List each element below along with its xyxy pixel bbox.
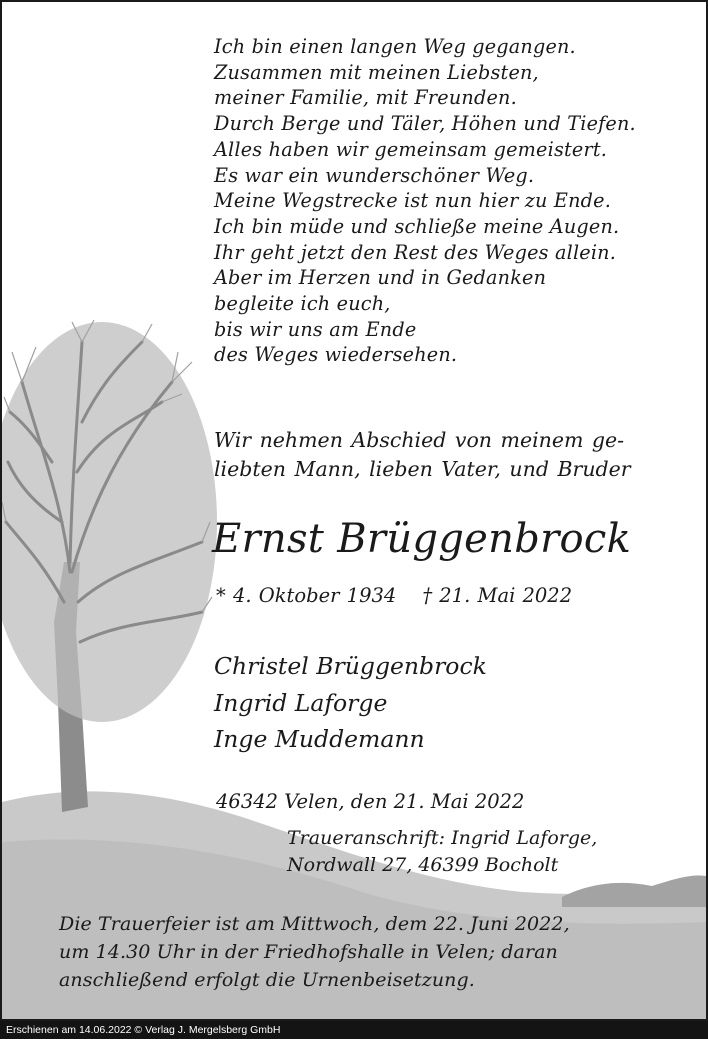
- poem-line: Ihr geht jetzt den Rest des Weges allein.: [214, 240, 617, 264]
- poem-line: bis wir uns am Ende: [214, 317, 417, 341]
- distant-hills: [562, 875, 706, 907]
- farewell-intro: [214, 426, 664, 484]
- mourners-list: [214, 648, 487, 758]
- mourning-address: [287, 825, 597, 879]
- poem-line: Aber im Herzen und in Gedanken: [214, 266, 547, 290]
- mourner-name: Inge Muddemann: [214, 725, 425, 753]
- intro-line-2: liebten Mann, lieben Vater, und Bruder: [214, 457, 631, 481]
- ceremony-info: [59, 910, 570, 994]
- poem-line: begleite ich euch,: [214, 292, 391, 316]
- publication-footer: Erschienen am 14.06.2022 © Verlag J. Mergelsberg GmbH: [0, 1021, 708, 1039]
- poem: [214, 34, 636, 368]
- death-date: † 21. Mai 2022: [422, 584, 573, 607]
- poem-line: Meine Wegstrecke ist nun hier zu Ende.: [214, 189, 612, 213]
- tree-canopy: [2, 322, 217, 722]
- poem-line: Alles haben wir gemeinsam gemeistert.: [214, 137, 608, 161]
- poem-line: meiner Familie, mit Freunden.: [214, 86, 517, 110]
- poem-line: Es war ein wunderschöner Weg.: [214, 163, 535, 187]
- mourner-name: Christel Brüggenbrock: [214, 652, 487, 680]
- intro-line-1: Wir nehmen Abschied von meinem ge-: [214, 428, 625, 452]
- mourner-name: Ingrid Laforge: [214, 688, 388, 717]
- place-and-date: 46342 Velen, den 21. Mai 2022: [216, 790, 525, 813]
- poem-line: Ich bin müde und schließe meine Augen.: [214, 214, 620, 238]
- poem-line: Ich bin einen langen Weg gegangen.: [214, 35, 576, 58]
- deceased-name: Ernst Brüggenbrock: [212, 516, 632, 562]
- address-line-2: Nordwall 27, 46399 Bocholt: [287, 854, 559, 876]
- life-dates: [216, 584, 572, 607]
- ceremony-line-1: Die Trauerfeier ist am Mittwoch, dem 22. Juni 2022,: [59, 913, 570, 935]
- poem-line: Durch Berge und Täler, Höhen und Tiefen.: [214, 112, 636, 136]
- address-line-1: Traueranschrift: Ingrid Laforge,: [287, 827, 598, 849]
- poem-line: des Weges wiedersehen.: [214, 343, 458, 367]
- ceremony-line-3: anschließend erfolgt die Urnenbeisetzung.: [59, 969, 475, 991]
- poem-line: Zusammen mit meinen Liebsten,: [214, 60, 539, 84]
- ceremony-line-2: um 14.30 Uhr in der Friedhofshalle in Velen; daran: [59, 941, 558, 963]
- birth-date: * 4. Oktober 1934: [216, 584, 397, 607]
